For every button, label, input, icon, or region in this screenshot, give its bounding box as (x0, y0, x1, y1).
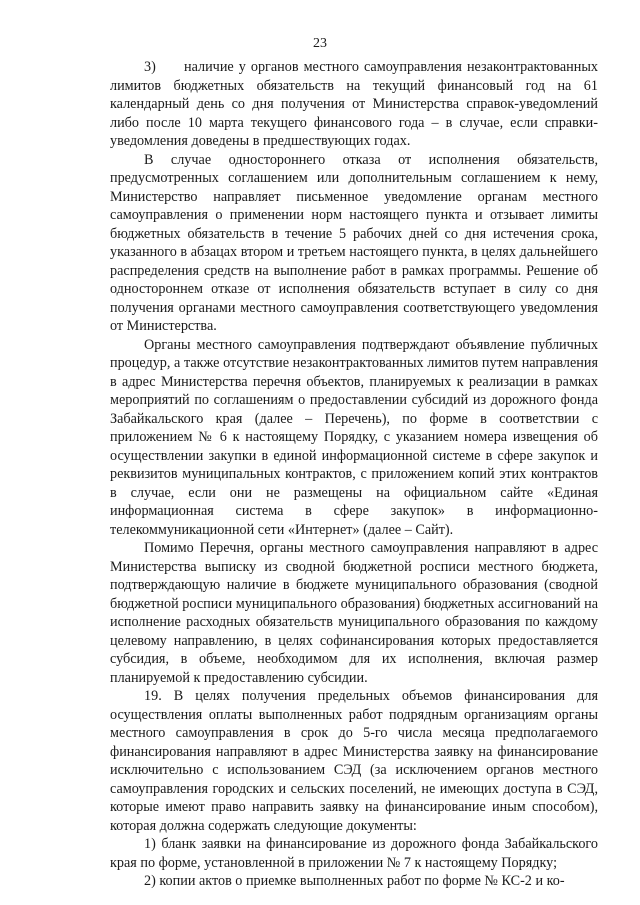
paragraph-public-procedures: Органы местного самоуправления подтверждают объявление публичных процедур, а также отсутствие незаконтрактованных лимитов путем направления в адрес Министерства перечня объектов, планируемых к реализации в рамках мероприятий по соглашениям о предоставлении субсидий из дорожного фонда Забайкальского края (далее – Перечень), по форме в соответствии с приложением № 6 к настоящему Порядку, с указанием номера извещения об осуществлении закупки в единой информационной системе в сфере закупок и реквизитов муниципальных контрактов, с приложением копий этих контрактов в случае, если они не размещены на официальном сайте «Единая информационная система в сфере закупок» в информационно-телекоммуникационной сети «Интернет» (далее – Сайт). (110, 336, 598, 538)
paragraph-subitem-2: 2) копии актов о приемке выполненных работ по форме № КС-2 и ко- (144, 873, 565, 889)
paragraph-item-3 (110, 58, 598, 151)
paragraph-subitem-1: 1) бланк заявки на финансирование из дорожного фонда Забайкальского края по форме, установленной в приложении № 7 к настоящему Порядку; (110, 836, 598, 871)
document-body (110, 58, 598, 891)
page-number: 23 (313, 36, 327, 51)
list-number: 3) (144, 59, 156, 75)
paragraph-text: наличие у органов местного самоуправления незаконтрактованных лимитов бюджетных обязательств на текущий финансовый год на 61 календарный день со дня получения от Министерства справок-уведомлений либо после 10 марта текущего финансового года – в случае, если справки-уведомления доведены в предшествующих годах. (110, 59, 598, 149)
paragraph-unilateral-refusal: В случае одностороннего отказа от исполнения обязательств, предусмотренных соглашением или дополнительным соглашением к нему, Министерство направляет письменное уведомление органам местного самоуправления о применении норм настоящего пункта и отзывает лимиты бюджетных обязательств в течение 5 рабочих дней со дня истечения срока, указанного в абзацах втором и третьем настоящего пункта, в целях дальнейшего распределения средств на выполнение работ в рамках программы. Решение об одностороннем отказе от исполнения обязательств вступает в силу со дня получения органами местного самоуправления соответствующего уведомления от Министерства. (110, 151, 598, 334)
paragraph-budget-extract: Помимо Перечня, органы местного самоуправления направляют в адрес Министерства выписку из сводной бюджетной росписи местного бюджета, подтверждающую наличие в бюджете муниципального образования (сводной бюджетной росписи муниципального образования) бюджетных ассигнований на исполнение расходных обязательств муниципального образования по каждому целевому направлению, в целях софинансирования которых предоставляется субсидия, в объеме, необходимом для их исполнения, включая размер планируемой к предоставлению субсидии. (110, 540, 598, 686)
paragraph-item-19: 19. В целях получения предельных объемов финансирования для осуществления оплаты выполненных работ подрядным организациям органы местного самоуправления в срок до 5-го числа месяца предполагаемого финансирования направляют в адрес Министерства заявку на финансирование исключительно с использованием СЭД (за исключением органов местного самоуправления городских и сельских поселений, не имеющих доступа в СЭД, которые имеют право направить заявку на финансирование иным способом), которая должна содержать следующие документы: (110, 688, 598, 834)
